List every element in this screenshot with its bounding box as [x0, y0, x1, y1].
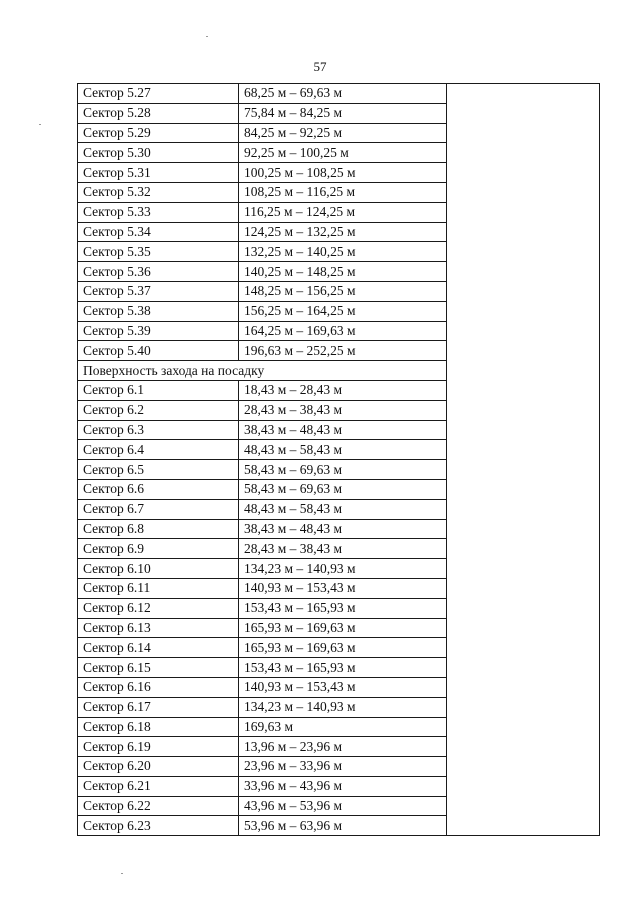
height-range-cell: 108,25 м – 116,25 м	[239, 182, 447, 202]
sector-name-cell: Сектор 5.30	[78, 143, 239, 163]
sector-name-cell: Сектор 6.6	[78, 479, 239, 499]
sector-name-cell: Сектор 6.1	[78, 380, 239, 400]
height-range-cell: 134,23 м – 140,93 м	[239, 697, 447, 717]
sector-name-cell: Сектор 5.32	[78, 182, 239, 202]
sector-name-cell: Сектор 6.8	[78, 519, 239, 539]
height-range-cell: 58,43 м – 69,63 м	[239, 479, 447, 499]
sector-name-cell: Сектор 5.29	[78, 123, 239, 143]
height-range-cell: 28,43 м – 38,43 м	[239, 539, 447, 559]
sector-name-cell: Сектор 5.31	[78, 163, 239, 183]
height-range-cell: 132,25 м – 140,25 м	[239, 242, 447, 262]
sector-name-cell: Сектор 6.18	[78, 717, 239, 737]
sector-name-cell: Сектор 6.12	[78, 598, 239, 618]
height-range-cell: 18,43 м – 28,43 м	[239, 380, 447, 400]
sector-name-cell: Сектор 6.9	[78, 539, 239, 559]
height-range-cell: 153,43 м – 165,93 м	[239, 658, 447, 678]
sector-name-cell: Сектор 6.23	[78, 816, 239, 836]
height-range-cell: 165,93 м – 169,63 м	[239, 638, 447, 658]
height-range-cell: 92,25 м – 100,25 м	[239, 143, 447, 163]
height-range-cell: 140,93 м – 153,43 м	[239, 578, 447, 598]
sector-name-cell: Сектор 6.3	[78, 420, 239, 440]
height-range-cell: 124,25 м – 132,25 м	[239, 222, 447, 242]
sector-name-cell: Сектор 5.33	[78, 202, 239, 222]
height-range-cell: 58,43 м – 69,63 м	[239, 460, 447, 480]
scan-speck	[121, 873, 123, 874]
height-range-cell: 156,25 м – 164,25 м	[239, 301, 447, 321]
sector-name-cell: Сектор 6.7	[78, 499, 239, 519]
table-body	[78, 84, 600, 836]
height-range-cell: 28,43 м – 38,43 м	[239, 400, 447, 420]
sector-name-cell: Сектор 6.5	[78, 460, 239, 480]
sector-name-cell: Сектор 5.27	[78, 84, 239, 104]
sector-name-cell: Сектор 5.36	[78, 262, 239, 282]
table-row	[78, 84, 600, 104]
height-range-cell: 165,93 м – 169,63 м	[239, 618, 447, 638]
height-range-cell: 84,25 м – 92,25 м	[239, 123, 447, 143]
height-range-cell: 48,43 м – 58,43 м	[239, 499, 447, 519]
sector-name-cell: Сектор 5.28	[78, 103, 239, 123]
scan-speck	[206, 36, 208, 37]
height-range-cell: 116,25 м – 124,25 м	[239, 202, 447, 222]
sector-name-cell: Сектор 6.4	[78, 440, 239, 460]
sector-name-cell: Сектор 6.20	[78, 757, 239, 777]
sector-name-cell: Сектор 6.21	[78, 776, 239, 796]
height-range-cell: 134,23 м – 140,93 м	[239, 559, 447, 579]
sector-name-cell: Сектор 5.34	[78, 222, 239, 242]
sector-name-cell: Сектор 5.40	[78, 341, 239, 361]
height-range-cell: 23,96 м – 33,96 м	[239, 757, 447, 777]
height-range-cell: 169,63 м	[239, 717, 447, 737]
sector-height-table	[77, 83, 600, 836]
height-range-cell: 13,96 м – 23,96 м	[239, 737, 447, 757]
height-range-cell: 100,25 м – 108,25 м	[239, 163, 447, 183]
sector-name-cell: Сектор 5.37	[78, 281, 239, 301]
sector-name-cell: Сектор 5.35	[78, 242, 239, 262]
height-range-cell: 33,96 м – 43,96 м	[239, 776, 447, 796]
height-range-cell: 140,25 м – 148,25 м	[239, 262, 447, 282]
height-range-cell: 38,43 м – 48,43 м	[239, 519, 447, 539]
sector-name-cell: Сектор 6.16	[78, 677, 239, 697]
sector-name-cell: Сектор 6.13	[78, 618, 239, 638]
height-range-cell: 164,25 м – 169,63 м	[239, 321, 447, 341]
scan-speck	[39, 124, 41, 125]
section-heading: Поверхность захода на посадку	[78, 361, 447, 381]
sector-name-cell: Сектор 5.38	[78, 301, 239, 321]
height-range-cell: 140,93 м – 153,43 м	[239, 677, 447, 697]
sector-name-cell: Сектор 5.39	[78, 321, 239, 341]
sector-name-cell: Сектор 6.14	[78, 638, 239, 658]
sector-name-cell: Сектор 6.17	[78, 697, 239, 717]
sector-name-cell: Сектор 6.22	[78, 796, 239, 816]
height-range-cell: 196,63 м – 252,25 м	[239, 341, 447, 361]
sector-name-cell: Сектор 6.2	[78, 400, 239, 420]
height-range-cell: 68,25 м – 69,63 м	[239, 84, 447, 104]
height-range-cell: 153,43 м – 165,93 м	[239, 598, 447, 618]
sector-name-cell: Сектор 6.10	[78, 559, 239, 579]
height-range-cell: 148,25 м – 156,25 м	[239, 281, 447, 301]
height-range-cell: 48,43 м – 58,43 м	[239, 440, 447, 460]
height-range-cell: 75,84 м – 84,25 м	[239, 103, 447, 123]
page-number: 57	[313, 59, 327, 74]
sector-name-cell: Сектор 6.19	[78, 737, 239, 757]
height-range-cell: 53,96 м – 63,96 м	[239, 816, 447, 836]
height-range-cell: 38,43 м – 48,43 м	[239, 420, 447, 440]
sector-name-cell: Сектор 6.15	[78, 658, 239, 678]
sector-name-cell: Сектор 6.11	[78, 578, 239, 598]
notes-cell	[447, 84, 600, 836]
height-range-cell: 43,96 м – 53,96 м	[239, 796, 447, 816]
